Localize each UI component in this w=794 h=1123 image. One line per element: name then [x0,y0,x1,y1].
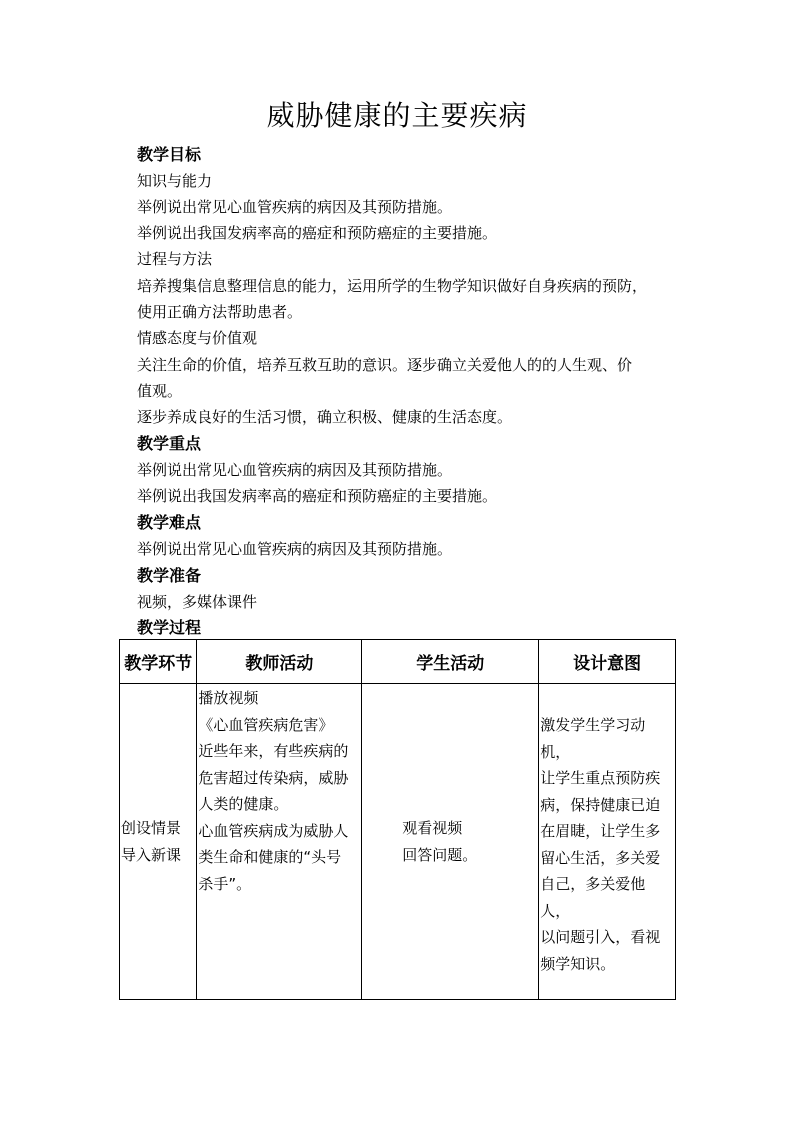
attitude-item-1: 关注生命的价值，培养互救互助的意识。逐步确立关爱他人的的人生观、价 [137,356,633,374]
teaching-process-table [119,639,676,1000]
intent-line-2: 让学生重点预防疾 [540,769,661,787]
difficulty-heading: 教学难点 [137,513,202,532]
key-point-2: 举例说出我国发病率高的癌症和预防癌症的主要措施。 [137,487,498,505]
header-teacher-activity: 教师活动 [197,640,362,684]
teacher-line-8: 杀手”。 [198,874,252,893]
stage-cell [120,684,197,1000]
teacher-line-4: 危害超过传染病，威胁 [198,768,349,787]
process-item-2: 使用正确方法帮助患者。 [137,303,303,321]
knowledge-item-2: 举例说出我国发病率高的癌症和预防癌症的主要措施。 [137,224,498,242]
student-line-2: 回答问题。 [402,845,478,864]
intent-line-3: 病，保持健康已迫 [540,795,661,814]
table-row [120,684,676,1000]
stage-line-1: 创设情景 [121,819,182,837]
design-intent-cell [539,684,676,1000]
teacher-line-6: 心血管疾病成为威胁人 [198,821,349,840]
page-title: 威胁健康的主要疾病 [266,99,528,132]
attitude-item-2: 值观。 [137,382,183,400]
teacher-line-2: 《心血管疾病危害》 [198,715,334,734]
knowledge-heading: 知识与能力 [137,172,213,190]
table-header-row [120,640,676,684]
intent-line-7: 以问题引入，看视 [540,928,661,946]
intent-line-4: 在眉睫，让学生多 [540,822,661,840]
process-item-1: 培养搜集信息整理信息的能力，运用所学的生物学知识做好自身疾病的预防， [137,277,648,295]
key-point-1: 举例说出常见心血管疾病的病因及其预防措施。 [137,461,453,479]
attitude-heading: 情感态度与价值观 [137,329,258,347]
teacher-line-7: 类生命和健康的“头号 [198,848,342,866]
key-points-heading: 教学重点 [137,434,202,453]
intent-line-6: 自己，多关爱他人， [540,875,646,920]
student-line-1: 观看视频 [402,819,463,837]
stage-line-2: 导入新课 [121,845,182,864]
intent-line-8: 频学知识。 [540,954,616,973]
intent-line-1: 激发学生学习动机， [540,716,646,761]
header-design-intent: 设计意图 [539,640,676,684]
difficulty-item-1: 举例说出常见心血管疾病的病因及其预防措施。 [137,540,453,558]
knowledge-item-1: 举例说出常见心血管疾病的病因及其预防措施。 [137,198,453,216]
teaching-process-heading: 教学过程 [137,618,202,637]
header-student-activity: 学生活动 [362,640,539,684]
header-stage: 教学环节 [120,640,197,684]
teacher-activity-cell [197,684,362,1000]
preparation-heading: 教学准备 [137,566,202,585]
student-activity-cell [362,684,539,1000]
preparation-item-1: 视频，多媒体课件 [137,593,258,611]
teacher-line-5: 人类的健康。 [198,795,289,813]
intent-line-5: 留心生活，多关爱 [540,848,661,867]
objectives-heading: 教学目标 [137,145,202,164]
teacher-line-3: 近些年来，有些疾病的 [198,742,349,760]
process-heading: 过程与方法 [137,250,213,268]
teacher-line-1: 播放视频 [198,689,259,707]
attitude-item-3: 逐步养成良好的生活习惯，确立积极、健康的生活态度。 [137,408,513,426]
